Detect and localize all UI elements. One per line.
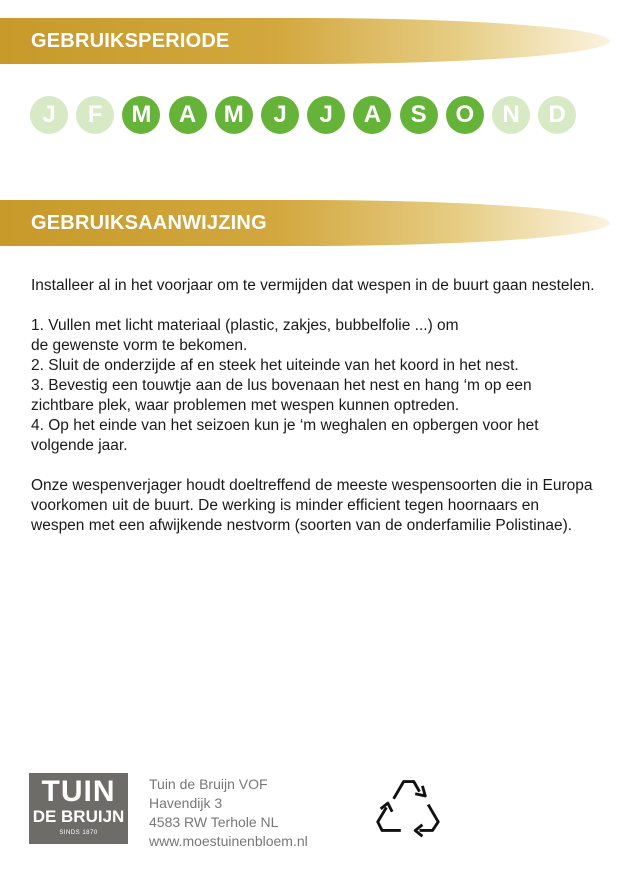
instructions-text	[31, 276, 596, 556]
step-1b: de gewenste vorm te bekomen.	[31, 337, 248, 354]
website-link[interactable]: www.moestuinenbloem.nl	[149, 833, 308, 849]
month-6: J	[261, 96, 299, 134]
company-name: Tuin de Bruijn VOF	[149, 776, 268, 792]
step-1a: 1. Vullen met licht materiaal (plastic, zakjes, bubbelfolie ...) om	[31, 317, 459, 334]
month-8: A	[353, 96, 391, 134]
month-4: A	[169, 96, 207, 134]
month-2: F	[76, 96, 114, 134]
street: Havendijk 3	[149, 795, 223, 811]
city: 4583 RW Terhole NL	[149, 814, 279, 830]
month-1: J	[30, 96, 68, 134]
company-logo	[29, 773, 128, 844]
outro-paragraph: Onze wespenverjager houdt doeltreffend de meeste wespensoorten die in Europa voorkomen uit de buurt. De werking is minder efficient tegen hoornaars en wespen met een afwijkende nestvorm (soorten van de onderfamilie Polistinae).	[31, 477, 593, 534]
logo-line-1: TUIN	[41, 775, 116, 808]
month-3: M	[122, 96, 160, 134]
month-7: J	[307, 96, 345, 134]
company-address	[149, 775, 308, 851]
step-2: 2. Sluit de onderzijde af en steek het uiteinde van het koord in het nest.	[31, 357, 519, 374]
month-10: O	[446, 96, 484, 134]
steps-list	[31, 316, 596, 456]
month-5: M	[215, 96, 253, 134]
instructions-title: GEBRUIKSAANWIJZING	[31, 212, 267, 234]
month-12: D	[538, 96, 576, 134]
usage-period-banner	[0, 18, 610, 64]
recycle-icon	[370, 770, 446, 842]
instructions-banner	[0, 200, 610, 246]
intro-paragraph: Installeer al in het voorjaar om te vermijden dat wespen in de buurt gaan nestelen.	[31, 277, 595, 294]
logo-line-2: DE BRUIJN	[32, 807, 125, 826]
month-9: S	[400, 96, 438, 134]
month-11: N	[492, 96, 530, 134]
step-4: 4. Op het einde van het seizoen kun je ‘m weghalen en opbergen voor het volgende jaar.	[31, 417, 539, 454]
logo-line-3: SINDS 1870	[59, 830, 98, 836]
step-3: 3. Bevestig een touwtje aan de lus bovenaan het nest en hang ‘m op een zichtbare plek, waar problemen met wespen kunnen optreden.	[31, 377, 532, 414]
usage-period-title: GEBRUIKSPERIODE	[31, 30, 230, 52]
